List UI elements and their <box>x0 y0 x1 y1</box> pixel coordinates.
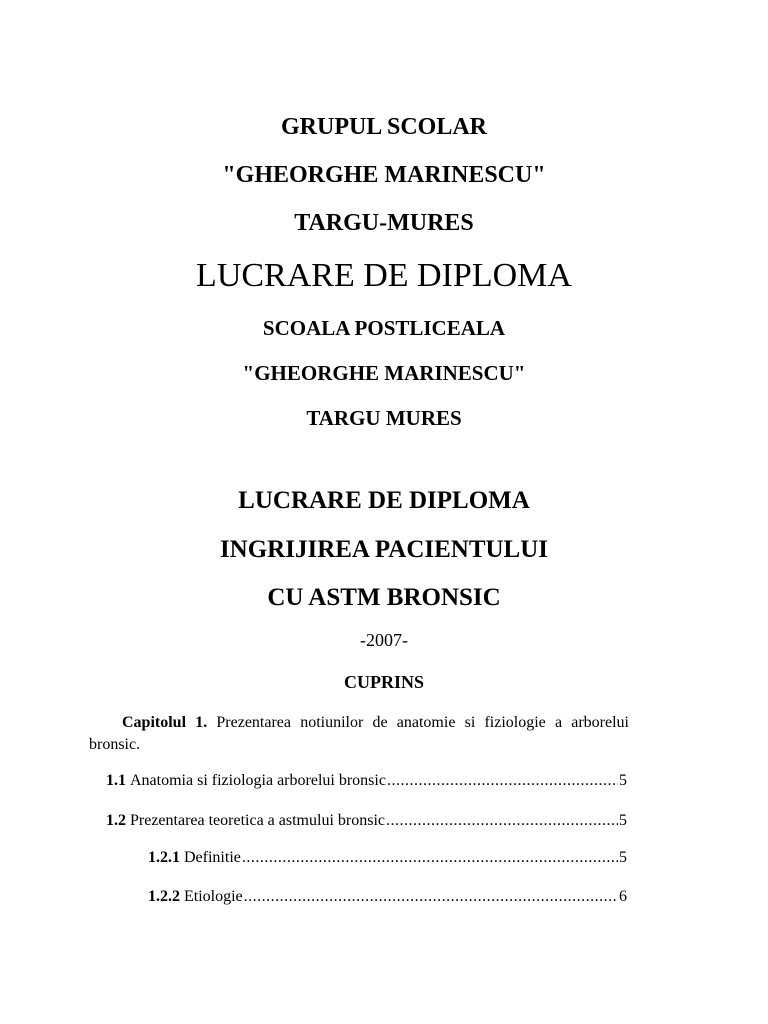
toc-chapter-text: Prezentarea notiunilor de anatomie si fiziologie a arborelui bronsic. <box>89 714 629 753</box>
toc-dot-leader <box>386 811 618 831</box>
toc-entry-page: 5 <box>619 849 627 866</box>
toc-dot-leader <box>242 848 618 868</box>
thesis-year: -2007- <box>360 630 408 650</box>
toc-entry-title: Etiologie <box>184 888 243 905</box>
document-main-title: LUCRARE DE DIPLOMA <box>196 257 572 294</box>
school-city: TARGU-MURES <box>294 210 474 236</box>
toc-entry-title: Definitie <box>184 849 241 866</box>
toc-entry-number: 1.1 <box>106 772 126 789</box>
toc-chapter-label: Capitolul 1. <box>122 714 208 731</box>
thesis-title-line1: INGRIJIREA PACIENTULUI <box>219 536 549 563</box>
school-name-line2: "GHEORGHE MARINESCU" <box>222 162 546 188</box>
toc-entry-number: 1.2.1 <box>148 849 180 866</box>
toc-entry-title: Anatomia si fiziologia arborelui bronsic <box>130 772 386 789</box>
toc-entry-title: Prezentarea teoretica a astmului bronsic <box>130 812 385 829</box>
toc-entry-page: 5 <box>619 772 627 789</box>
school2-name-line2: "GHEORGHE MARINESCU" <box>242 361 526 385</box>
thesis-title-line2: CU ASTM BRONSIC <box>267 584 501 611</box>
toc-entry-page: 5 <box>619 812 627 829</box>
toc-entry-number: 1.2 <box>106 812 126 829</box>
school2-name-line1: SCOALA POSTLICEALA <box>262 316 506 340</box>
toc-entry <box>106 811 627 831</box>
toc-entry <box>148 887 627 907</box>
toc-entry <box>106 771 627 791</box>
toc-entry-page: 6 <box>619 888 627 905</box>
contents-heading: CUPRINS <box>343 672 424 692</box>
toc-entry-number: 1.2.2 <box>148 888 180 905</box>
toc-dot-leader <box>387 771 618 791</box>
toc-dot-leader <box>244 887 618 907</box>
school2-city: TARGU MURES <box>306 406 462 430</box>
toc-chapter-1 <box>89 712 629 756</box>
toc-entry <box>148 848 627 868</box>
school-name-line1: GRUPUL SCOLAR <box>280 114 488 140</box>
thesis-label: LUCRARE DE DIPLOMA <box>238 487 530 514</box>
